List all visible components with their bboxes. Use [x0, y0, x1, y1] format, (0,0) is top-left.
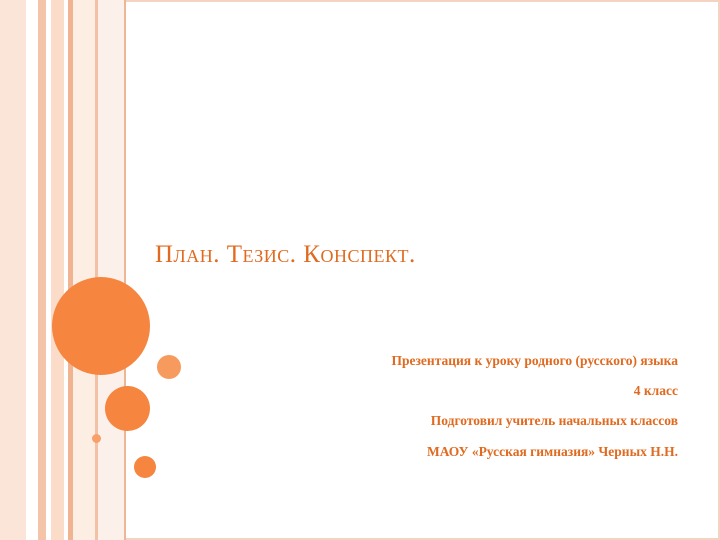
- decorative-circle-dot: [92, 434, 101, 443]
- slide-subtitle: [248, 352, 678, 461]
- decorative-circle-medium: [105, 386, 150, 431]
- decorative-circle-large: [52, 277, 150, 375]
- stripe-2: [26, 0, 38, 540]
- decorative-circle-tiny: [134, 456, 156, 478]
- stripe-5: [51, 0, 64, 540]
- stripe-8: [73, 0, 95, 540]
- stripe-1: [0, 0, 26, 540]
- stripe-10: [98, 0, 124, 540]
- decorative-circle-small: [157, 355, 181, 379]
- subtitle-line-4: МАОУ «Русская гимназия» Черных Н.Н.: [426, 443, 678, 459]
- stripe-11: [124, 0, 126, 540]
- subtitle-line-1: Презентация к уроку родного (русского) языка: [391, 353, 678, 368]
- slide-title: План. Тезис. Конспект.: [155, 241, 416, 268]
- subtitle-line-2: 4 класс: [633, 383, 678, 399]
- subtitle-line-3: Подготовил учитель начальных классов: [430, 413, 678, 429]
- decorative-stripes: [0, 0, 140, 540]
- stripe-3: [38, 0, 46, 540]
